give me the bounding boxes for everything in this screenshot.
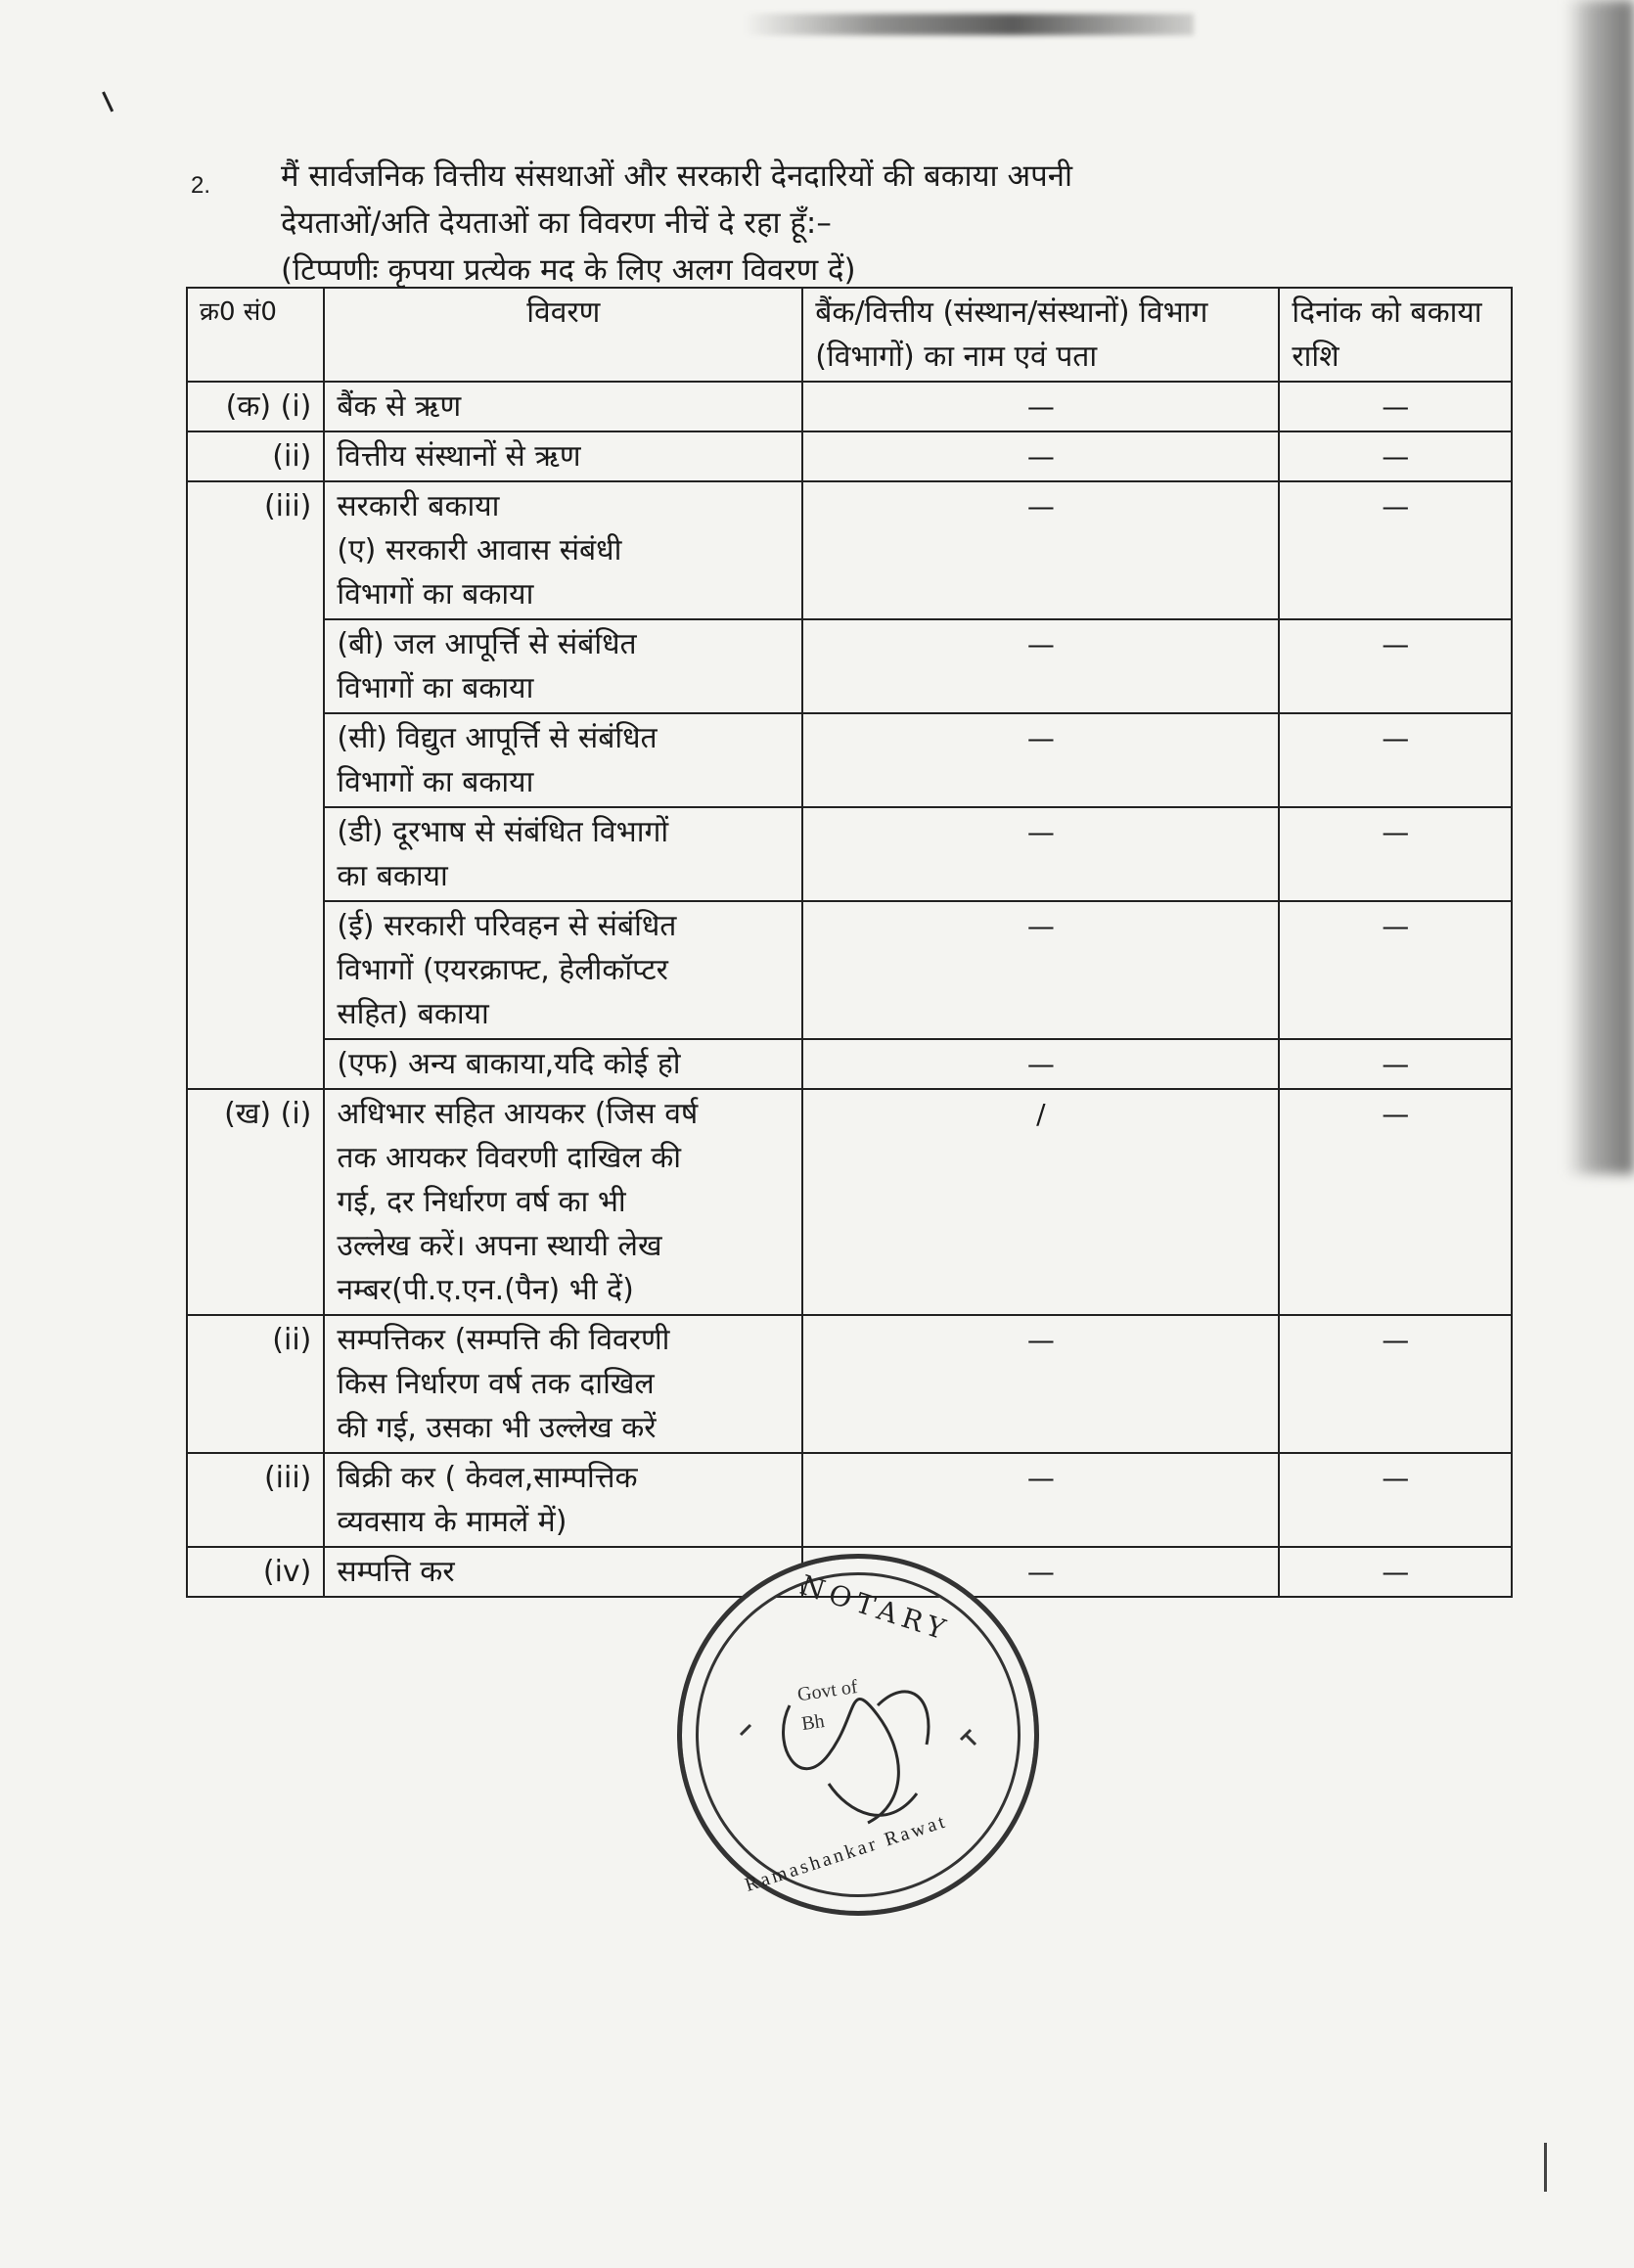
row-amount: — — [1279, 1315, 1512, 1453]
row-description: (डी) दूरभाष से संबंधित विभागों का बकाया — [324, 807, 802, 901]
row-description: वित्तीय संस्थानों से ऋण — [324, 431, 802, 481]
row-description: (बी) जल आपूर्त्ति से संबंधित विभागों का बकाया — [324, 619, 802, 713]
row-serial: (ii) — [187, 431, 324, 481]
row-amount: — — [1279, 481, 1512, 619]
table-row — [187, 1453, 1512, 1547]
table-row — [187, 431, 1512, 481]
scan-shadow-top — [744, 14, 1194, 35]
header-serial: क्र0 सं0 — [187, 288, 324, 382]
row-bank: — — [802, 1315, 1279, 1453]
row-description: अधिभार सहित आयकर (जिस वर्ष तक आयकर विवरणी दाखिल की गई, दर निर्धारण वर्ष का भी उल्लेख करें। अपना स्थायी लेख नम्बर(पी.ए.एन.(पैन) भी दें) — [324, 1089, 802, 1315]
paragraph-line-3: (टिप्पणीः कृपया प्रत्येक मद के लिए अलग विवरण दें) — [281, 252, 856, 288]
paragraph-number: 2. — [191, 172, 211, 199]
table-row — [187, 1315, 1512, 1453]
table-row — [187, 382, 1512, 431]
row-bank: / — [802, 1089, 1279, 1315]
row-serial: (ख) (i) — [187, 1089, 324, 1315]
row-serial: (iii) — [187, 1453, 324, 1547]
row-serial: (ii) — [187, 1315, 324, 1453]
header-amount: दिनांक को बकाया राशि — [1279, 288, 1512, 382]
row-bank: — — [802, 901, 1279, 1039]
row-amount: — — [1279, 382, 1512, 431]
row-serial — [187, 619, 324, 713]
row-amount: — — [1279, 807, 1512, 901]
row-serial: (iv) — [187, 1547, 324, 1597]
row-description: (ई) सरकारी परिवहन से संबंधित विभागों (एयरक्राफ्ट, हेलीकॉप्टर सहित) बकाया — [324, 901, 802, 1039]
row-amount: — — [1279, 1547, 1512, 1597]
row-description: (सी) विद्युत आपूर्त्ति से संबंधित विभागों का बकाया — [324, 713, 802, 807]
paragraph-line-1: मैं सार्वजनिक वित्तीय संसथाओं और सरकारी देनदारियों की बकाया अपनी — [281, 159, 1072, 194]
row-amount: — — [1279, 1453, 1512, 1547]
row-amount: — — [1279, 901, 1512, 1039]
table-row — [187, 807, 1512, 901]
table-row — [187, 1089, 1512, 1315]
row-description: बैंक से ऋण — [324, 382, 802, 431]
row-amount: — — [1279, 619, 1512, 713]
scan-shadow-right — [1566, 0, 1634, 1174]
row-bank: — — [802, 1039, 1279, 1089]
row-bank: — — [802, 1547, 1279, 1597]
stamp-inner-line-2: Bh — [799, 1710, 827, 1736]
row-serial — [187, 1039, 324, 1089]
row-description: (एफ) अन्य बाकाया,यदि कोई हो — [324, 1039, 802, 1089]
row-serial — [187, 713, 324, 807]
row-amount: — — [1279, 1089, 1512, 1315]
row-amount: — — [1279, 713, 1512, 807]
paragraph-lines — [281, 153, 1455, 294]
row-description: सरकारी बकाया (ए) सरकारी आवास संबंधी विभागों का बकाया — [324, 481, 802, 619]
header-description: विवरण — [324, 288, 802, 382]
table-row — [187, 713, 1512, 807]
table-row — [187, 901, 1512, 1039]
stamp-name: Ramashankar Rawat — [742, 1810, 950, 1896]
pen-mark — [102, 85, 126, 112]
row-bank: — — [802, 481, 1279, 619]
table-row — [187, 481, 1512, 619]
table-header-row — [187, 288, 1512, 382]
row-description: बिक्री कर ( केवल,साम्पत्तिक व्यवसाय के मामलें में) — [324, 1453, 802, 1547]
row-bank: — — [802, 382, 1279, 431]
notary-stamp — [677, 1554, 1039, 1916]
row-serial — [187, 807, 324, 901]
row-bank: — — [802, 619, 1279, 713]
table-row — [187, 1039, 1512, 1089]
dues-table — [186, 287, 1513, 1598]
stamp-title: NOTARY — [795, 1568, 955, 1648]
header-bank: बैंक/वित्तीय (संस्थान/संस्थानों) विभाग (विभागों) का नाम एवं पता — [802, 288, 1279, 382]
signature-scribble — [682, 1559, 1034, 1911]
row-description: सम्पत्ति कर — [324, 1547, 802, 1597]
row-description: सम्पत्तिकर (सम्पत्ति की विवरणी किस निर्धारण वर्ष तक दाखिल की गई, उसका भी उल्लेख करें — [324, 1315, 802, 1453]
row-serial: (क) (i) — [187, 382, 324, 431]
row-bank: — — [802, 807, 1279, 901]
table-row — [187, 619, 1512, 713]
row-amount: — — [1279, 1039, 1512, 1089]
row-bank: — — [802, 1453, 1279, 1547]
row-amount: — — [1279, 431, 1512, 481]
row-bank: — — [802, 713, 1279, 807]
row-bank: — — [802, 431, 1279, 481]
row-serial — [187, 901, 324, 1039]
stamp-inner-line-1: Govt of — [795, 1675, 859, 1706]
edge-mark — [1544, 2143, 1547, 2192]
paragraph-line-2: देयताओं/अति देयताओं का विवरण नीचें दे रहा हूँ:– — [281, 205, 832, 241]
row-serial: (iii) — [187, 481, 324, 619]
